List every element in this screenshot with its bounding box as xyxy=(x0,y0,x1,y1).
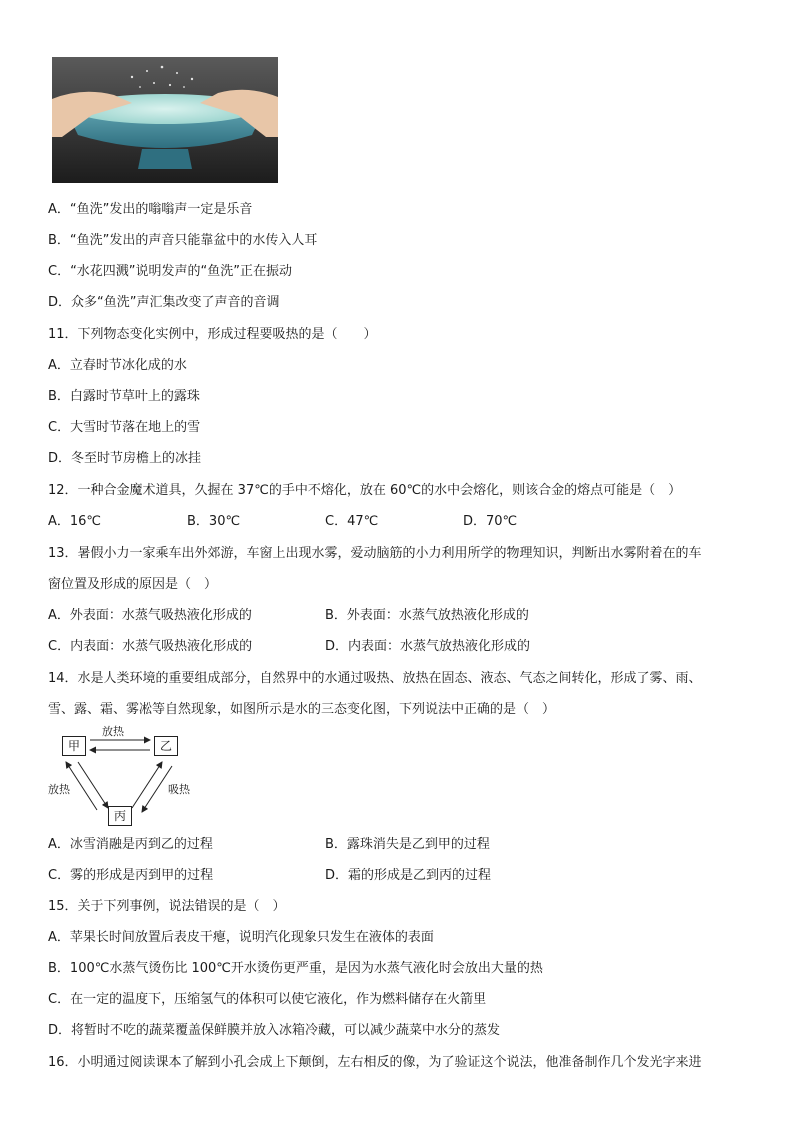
q14-option-c: C．雾的形成是丙到甲的过程 xyxy=(48,868,214,883)
q15-stem: 15．关于下列事例，说法错误的是（ ） xyxy=(48,899,286,914)
q15-option-c: C．在一定的温度下，压缩氢气的体积可以使它液化，作为燃料储存在火箭里 xyxy=(48,992,487,1007)
q16-stem-line1: 16．小明通过阅读课本了解到小孔会成上下颠倒，左右相反的像，为了验证这个说法，他准备制作几个发光字来进 xyxy=(48,1055,702,1070)
q14-option-a: A．冰雪消融是丙到乙的过程 xyxy=(48,837,213,852)
q11-option-d: D．冬至时节房檐上的冰挂 xyxy=(48,451,202,466)
q15-option-b: B．100℃水蒸气烫伤比 100℃开水烫伤更严重，是因为水蒸气液化时会放出大量的热 xyxy=(48,961,543,976)
q12-option-a: A．16℃ xyxy=(48,514,102,529)
q11-option-b: B．白露时节草叶上的露珠 xyxy=(48,389,200,404)
q10-option-b: B．“鱼洗”发出的声音只能靠盆中的水传入人耳 xyxy=(48,233,318,248)
node-yi: 乙 xyxy=(154,736,178,756)
q13-stem-line1: 13．暑假小力一家乘车出外郊游，车窗上出现水雾，爱动脑筋的小力利用所学的物理知识，判断出水雾附着在的车 xyxy=(48,546,702,561)
q12-option-c: C．47℃ xyxy=(325,514,379,529)
q14-stem-line2: 雪、露、霜、雾凇等自然现象，如图所示是水的三态变化图，下列说法中正确的是（ ） xyxy=(48,702,556,717)
q12-option-d: D．70℃ xyxy=(463,514,518,529)
q13-option-a: A．外表面：水蒸气吸热液化形成的 xyxy=(48,608,252,623)
q12-stem: 12．一种合金魔术道具，久握在 37℃的手中不熔化，放在 60℃的水中会熔化，则该合金的熔点可能是（ ） xyxy=(48,483,682,498)
q15-option-d: D．将暂时不吃的蔬菜覆盖保鲜膜并放入冰箱冷藏，可以减少蔬菜中水分的蒸发 xyxy=(48,1023,501,1038)
node-bing: 丙 xyxy=(108,806,132,826)
q10-option-d: D．众多“鱼洗”声汇集改变了声音的音调 xyxy=(48,295,280,310)
q11-option-a: A．立春时节冰化成的水 xyxy=(48,358,187,373)
q13-option-b: B．外表面：水蒸气放热液化形成的 xyxy=(325,608,529,623)
q12-option-b: B．30℃ xyxy=(187,514,241,529)
q13-stem-line2: 窗位置及形成的原因是（ ） xyxy=(48,577,218,592)
q11-stem: 11．下列物态变化实例中，形成过程要吸热的是（ ） xyxy=(48,327,377,342)
q14-option-d: D．霜的形成是乙到丙的过程 xyxy=(325,868,492,883)
node-jia: 甲 xyxy=(62,736,86,756)
q10-option-c: C．“水花四溅”说明发声的“鱼洗”正在振动 xyxy=(48,264,293,279)
fish-basin-illustration xyxy=(52,57,278,183)
q14-stem-line1: 14．水是人类环境的重要组成部分，自然界中的水通过吸热、放热在固态、液态、气态之间转化，形成了雾、雨、 xyxy=(48,671,702,686)
label-top-release-heat: 放热 xyxy=(102,725,124,738)
q11-option-c: C．大雪时节落在地上的雪 xyxy=(48,420,201,435)
label-right-absorb-heat: 吸热 xyxy=(168,783,190,796)
q13-option-c: C．内表面：水蒸气吸热液化形成的 xyxy=(48,639,253,654)
q10-option-a: A．“鱼洗”发出的嗡嗡声一定是乐音 xyxy=(48,202,253,217)
label-left-release-heat: 放热 xyxy=(48,783,70,796)
fish-basin-photo xyxy=(52,57,278,183)
water-state-diagram xyxy=(46,725,196,832)
q14-option-b: B．露珠消失是乙到甲的过程 xyxy=(325,837,490,852)
q13-option-d: D．内表面：水蒸气放热液化形成的 xyxy=(325,639,531,654)
q15-option-a: A．苹果长时间放置后表皮干瘪，说明汽化现象只发生在液体的表面 xyxy=(48,930,434,945)
